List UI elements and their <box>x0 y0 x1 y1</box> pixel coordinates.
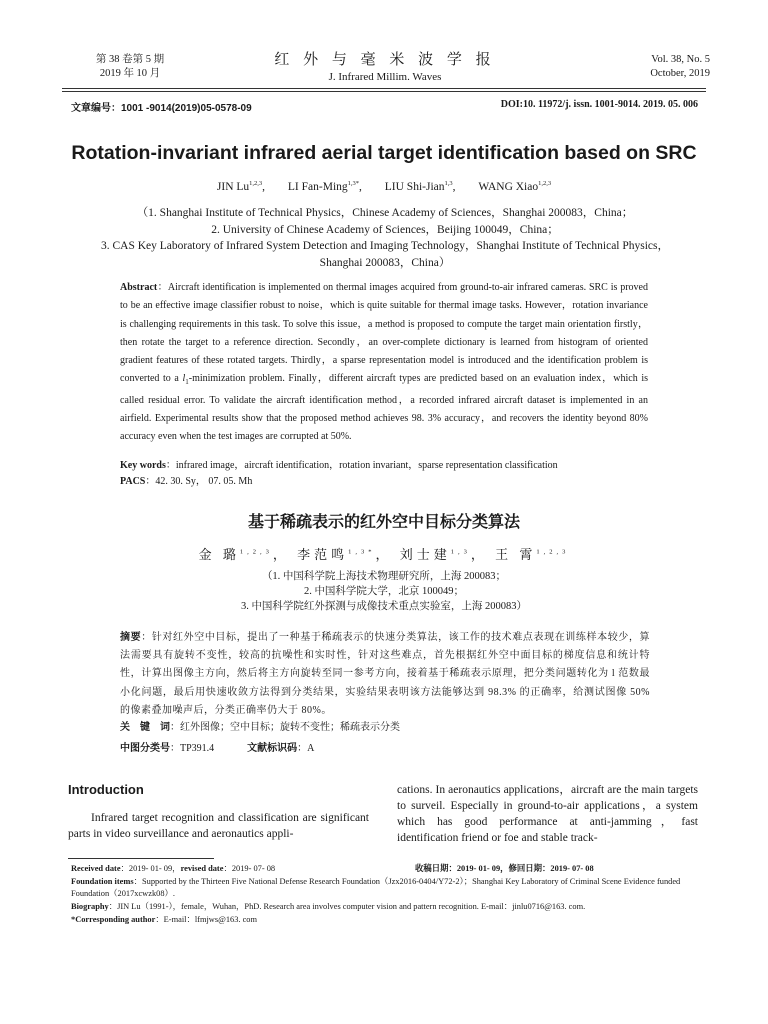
abstract-math: l <box>182 373 186 385</box>
author-cn: 王 霄$^{1,2,3}$ <box>495 547 570 562</box>
date-cn: 2019 年 10 月 <box>99 68 161 79</box>
section-heading-introduction: Introduction <box>68 782 144 797</box>
affiliation-line: Shanghai 200083，China） <box>319 256 451 269</box>
abstract-cn <box>120 629 650 720</box>
author-cn: 李范鸣$^{1,3*}$， <box>297 547 393 562</box>
header-volume-cn <box>75 53 185 81</box>
pacs <box>120 474 660 490</box>
abstract <box>120 279 648 447</box>
keywords-cn-label: 关 键 词 <box>120 722 170 733</box>
author: LIU Shi-Jian$^{1,3}$, <box>384 180 456 193</box>
abstract-text-2: -minimization problem. Finally，different aircraft types are predicted based on an evaluation index，which is called residual error. To validate the aircraft identification method，a recorded infrared aircraft dataset is implemented in an airfield. Experimental results show that the proposed method achieves 98. 3% accuracy，and recovers the identity beyond 80% accuracy even when the test images are corrupted at 50%. <box>120 373 649 443</box>
footnote-dates-cn: 收稿日期：2019- 01- 09，修回日期：2019- 07- 08 <box>415 864 594 873</box>
volume-issue-en: Vol. 38, No. 5 <box>651 54 710 65</box>
footnote-rule <box>68 858 214 859</box>
doc-code-label: 文献标识码 <box>247 743 298 754</box>
affiliation-line: 3. CAS Key Laboratory of Infrared System Detection and Imaging Technology，Shanghai Institute of Technical Physics， <box>100 240 670 252</box>
journal-title-cn: 红 外 与 毫 米 波 学 报 <box>274 52 496 68</box>
body-text-right: cations. In aeronautics applications，aircraft are the main targets to surveil. Especially in ground-to-air applications，a system which has good performance at anti-jamming，fast identification friend or foe and stable track- <box>397 784 698 844</box>
affiliation-line: （1. Shanghai Institute of Technical Physics，Chinese Academy of Sciences，Shanghai 200083，China； <box>136 207 634 219</box>
header-volume-en <box>570 53 710 81</box>
paper-title-cn: 基于稀疏表示的红外空中目标分类算法 <box>247 514 520 531</box>
affiliation-line-cn: 2. 中国科学院大学，北京 100049； <box>303 586 465 597</box>
classification-value: ：TP391.4 <box>170 743 215 754</box>
author-list-cn <box>0 544 768 563</box>
volume-issue-cn: 第 38 卷第 5 期 <box>95 54 165 65</box>
abstract-label: Abstract <box>120 282 158 293</box>
article-number: 文章编号：1001 -9014(2019)05-0578-09 <box>71 103 252 114</box>
pacs-text: ：42. 30. Sy， 07. 05. Mh <box>145 476 253 487</box>
author: LI Fan-Ming$^{1,3*}$, <box>287 180 362 193</box>
abstract-cn-label: 摘要 <box>120 632 142 643</box>
affiliation-line-cn: 3. 中国科学院红外探测与成像技术重点实验室，上海 200083） <box>240 601 528 612</box>
date-en: October, 2019 <box>650 68 710 79</box>
header-rule <box>62 88 706 89</box>
author: JIN Lu$^{1,2,3}$, <box>216 180 266 193</box>
footnote-corresponding: *Corresponding author：E-mail：lfmjws@163. com <box>71 915 257 924</box>
keywords-block <box>120 458 660 490</box>
keywords-cn <box>120 718 400 733</box>
keywords <box>120 458 660 474</box>
affiliations <box>60 205 710 271</box>
journal-title-en: J. Infrared Millim. Waves <box>328 71 442 83</box>
keywords-label: Key words <box>120 460 166 471</box>
header-rule-2 <box>62 91 706 92</box>
affiliation-line: 2. University of Chinese Academy of Sciences，Beijing 100049，China； <box>211 223 559 236</box>
classification <box>120 739 314 754</box>
paper-title: Rotation-invariant infrared aerial target identification based on SRC <box>71 142 697 164</box>
keywords-text: ：infrared image，aircraft identification，rotation invariant，sparse representation classification <box>165 460 558 471</box>
classification-label: 中图分类号 <box>120 743 170 754</box>
author-list <box>0 181 768 193</box>
body-text-left: Infrared target recognition and classification are significant parts in video surveillance and aeronautics appli- <box>68 812 369 840</box>
keywords-cn-text: ：红外图像；空中目标；旋转不变性；稀疏表示分类 <box>170 722 400 733</box>
pacs-label: PACS <box>120 476 146 487</box>
footnote-dates: Received date：2019- 01- 09，revised date：2019- 07- 08 <box>71 864 276 873</box>
doi[interactable]: DOI:10. 11972/j. issn. 1001-9014. 2019. 05. 006 <box>500 99 698 110</box>
journal-title <box>260 50 510 84</box>
author-cn: 金 璐$^{1,2,3}$， <box>198 547 290 562</box>
abstract-math-sub: 1 <box>185 378 189 387</box>
author-cn: 刘士建$^{1,3}$， <box>399 547 488 562</box>
author: WANG Xiao$^{1,2,3}$ <box>478 180 552 193</box>
affiliation-line-cn: （1. 中国科学院上海技术物理研究所，上海 200083； <box>261 571 507 582</box>
footnote-biography: Biography：JIN Lu（1991-），female，Wuhan，PhD. Research area involves computer vision and pattern recognition. E-mail：jinlu0716@163. com. <box>71 902 586 911</box>
footnote-foundation: Foundation items：Supported by the Thirteen Five National Defense Research Foundation（Jzx2016-0404/Y72-2）；Shanghai Key Laboratory of Criminal Scene Evidence funded Foundation（2017xcwzk08）. <box>71 877 681 898</box>
doc-code-value: ：A <box>297 743 315 754</box>
abstract-cn-text: ：针对红外空中目标，提出了一种基于稀疏表示的快速分类算法，该工作的技术难点表现在训练样本较少，算法需要具有旋转不变性，较高的抗噪性和实时性，针对这些难点，首先根据红外空中面目标的梯度信息和统计特性，计算出图像主方向，然后将主方向旋转至同一参考方向，接着基于稀疏表示原理，把分类问题转化为 l 范数最小化问题，最后用快速收敛方法得到分类结果，实验结果表明该方法能够达到 98.3% 的正确率，给测试图像 50% 的像素叠加噪声后，分类正确率仍大于 80%。 <box>120 632 651 716</box>
affiliations-cn <box>120 569 648 614</box>
abstract-text: ：Aircraft identification is implemented on thermal images acquired from ground-to-air infrared cameras. SRC is proved to be an effective image classifier robust to noise，which is quite suitable for thermal image tasks. However，rotation invariance is challenging requirements in this task. To solve this issue，a method is proposed to compute the target main orientation firstly，then rotate the target to a reference direction. Secondly，an over-complete dictionary is learned from histogram of oriented gradient features of these rotated targets. Thirdly，a sparse representation model is introduced and the identification problem is converted to a <box>120 282 648 385</box>
